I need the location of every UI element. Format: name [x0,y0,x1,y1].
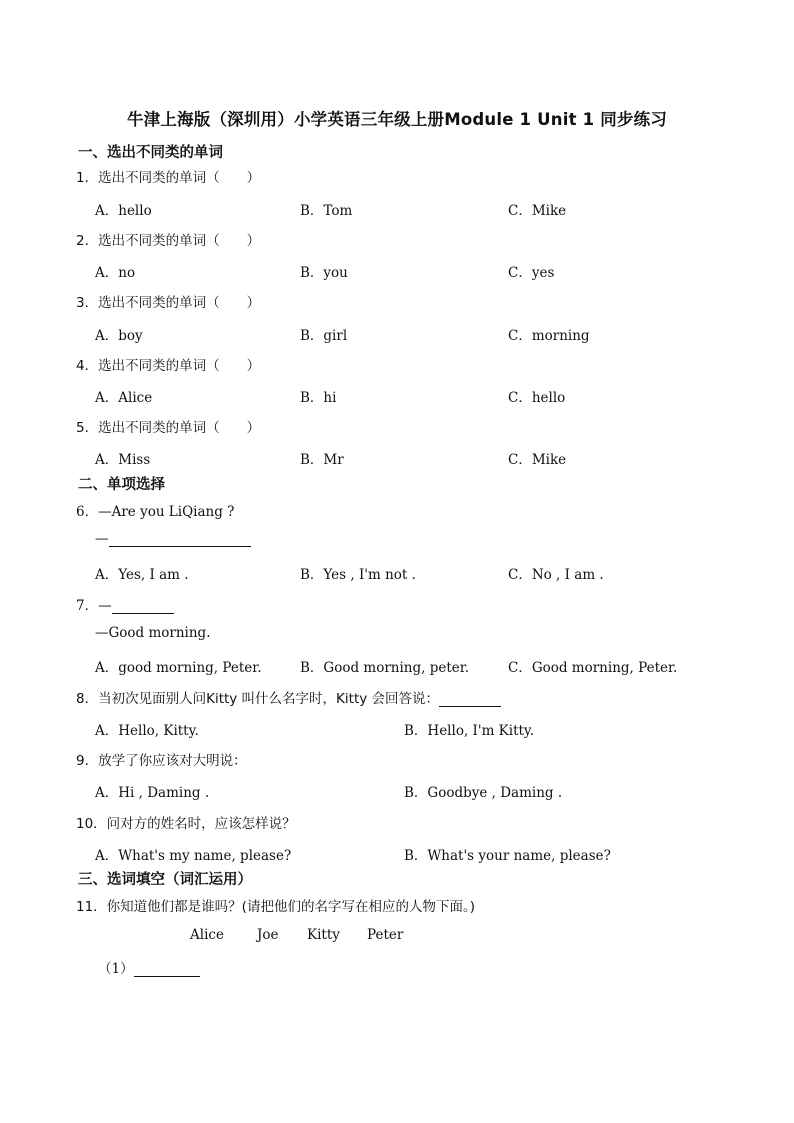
question-1-option-c[interactable]: C．Mike [508,203,567,219]
question-4-stem: 4．选出不同类的单词（ ） [76,358,261,374]
answer-blank[interactable] [109,532,251,547]
section-title-3: 三、选词填空（词汇运用） [78,872,252,888]
word-bank-name: Joe [257,927,279,943]
question-3-option-a[interactable]: A．boy [95,328,143,344]
question-6-option-c[interactable]: C．No , I am . [508,567,604,583]
question-7-option-c[interactable]: C．Good morning, Peter. [508,660,678,676]
question-2-option-b[interactable]: B．you [300,265,348,281]
question-1-option-b[interactable]: B．Tom [300,203,353,219]
question-10-option-b[interactable]: B．What's your name, please? [404,848,611,864]
word-bank-name: Peter [367,927,404,943]
question-5-option-c[interactable]: C．Mike [508,452,567,468]
word-bank-name: Kitty [307,927,340,943]
question-7-reply: —Good morning. [95,625,211,641]
page-title: 牛津上海版（深圳用）小学英语三年级上册Module 1 Unit 1 同步练习 [126,110,668,129]
word-bank-name: Alice [190,927,224,943]
section-title-1: 一、选出不同类的单词 [78,145,223,161]
question-5-option-b[interactable]: B．Mr [300,452,344,468]
question-6-stem: 6．—Are you LiQiang ? [76,504,235,520]
question-5-option-a[interactable]: A．Miss [95,452,151,468]
question-9-option-b[interactable]: B．Goodbye , Daming . [404,785,563,801]
question-9-stem: 9．放学了你应该对大明说： [76,753,247,769]
question-10-stem: 10．问对方的姓名时，应该怎样说？ [76,816,296,832]
question-3-stem: 3．选出不同类的单词（ ） [76,295,261,311]
question-9-option-a[interactable]: A．Hi , Daming . [95,785,210,801]
question-5-stem: 5．选出不同类的单词（ ） [76,420,261,436]
answer-blank[interactable] [112,599,174,614]
answer-blank[interactable] [134,962,200,977]
question-2-option-c[interactable]: C．yes [508,265,555,281]
question-7-option-a[interactable]: A．good morning, Peter. [95,660,262,676]
question-2-option-a[interactable]: A．no [95,265,136,281]
question-8-option-a[interactable]: A．Hello, Kitty. [95,723,199,739]
question-6-option-a[interactable]: A．Yes, I am . [95,567,189,583]
question-8-option-b[interactable]: B．Hello, I'm Kitty. [404,723,535,739]
question-4-option-a[interactable]: A．Alice [95,390,153,406]
question-6-reply: — [95,531,251,547]
question-10-option-a[interactable]: A．What's my name, please? [95,848,292,864]
question-4-option-c[interactable]: C．hello [508,390,566,406]
question-3-option-c[interactable]: C．morning [508,328,590,344]
question-11-stem: 11．你知道他们都是谁吗？(请把他们的名字写在相应的人物下面。) [76,899,475,915]
question-3-option-b[interactable]: B．girl [300,328,348,344]
question-2-stem: 2．选出不同类的单词（ ） [76,233,261,249]
question-6-option-b[interactable]: B．Yes , I'm not . [300,567,416,583]
question-1-stem: 1．选出不同类的单词（ ） [76,170,261,186]
question-11-sub-1: （1） [98,957,200,977]
question-7-stem: 7．— [76,594,174,614]
question-7-option-b[interactable]: B．Good morning, peter. [300,660,470,676]
answer-blank[interactable] [439,692,501,707]
question-4-option-b[interactable]: B．hi [300,390,337,406]
question-8-stem: 8．当初次见面别人问Kitty 叫什么名字时，Kitty 会回答说： [76,687,501,707]
question-1-option-a[interactable]: A．hello [95,203,152,219]
section-title-2: 二、单项选择 [78,477,165,493]
